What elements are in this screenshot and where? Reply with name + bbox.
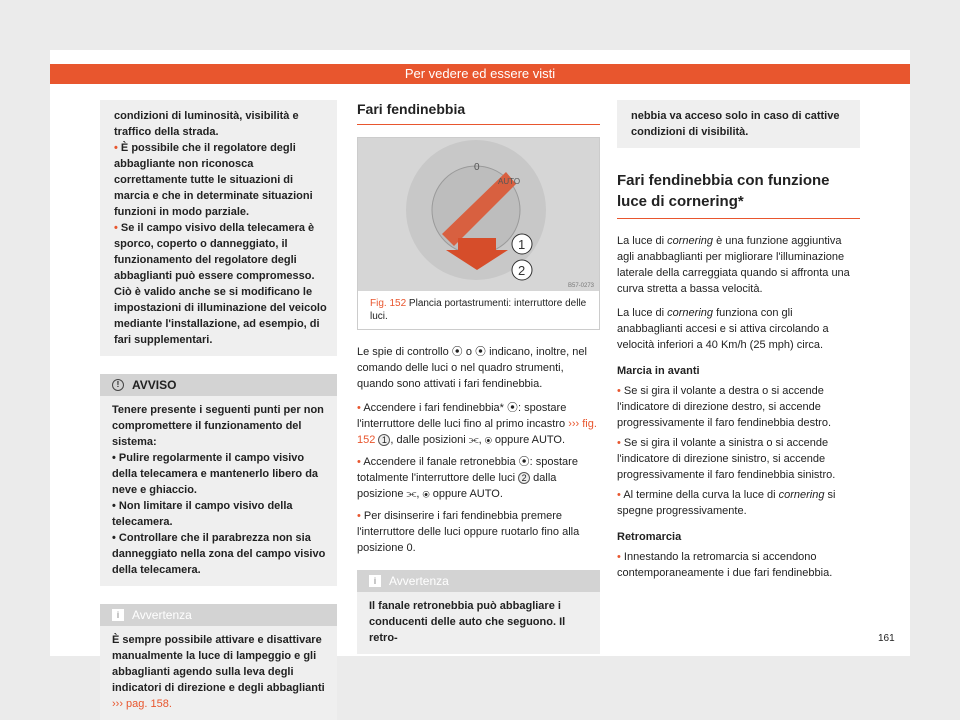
section-heading: Fari fendinebbia con funzione luce di cornering*: [617, 170, 860, 219]
intro-bullet: [114, 220, 327, 348]
bullet-item: [617, 549, 860, 581]
bullet-icon: •: [617, 385, 621, 397]
note-header: [357, 570, 600, 592]
note-title: Avvertenza: [389, 574, 449, 588]
bullet-icon: •: [114, 222, 118, 234]
bullet-text: Se si gira il volante a destra o si accende l'indicatore di direzione destro, si accende progressivamente il faro fendinebbia destro.: [617, 385, 832, 429]
bullet-item: [357, 508, 600, 556]
bullet-text: dalla posizione ⫘, ⦿ oppure AUTO.: [357, 472, 557, 500]
figure-caption: [358, 291, 599, 329]
caption-label: Fig. 152: [370, 298, 407, 309]
bullet-text: Innestando la retromarcia si accendono contemporaneamente i due fari fendinebbia.: [617, 551, 833, 579]
paragraph: Le spie di controllo ⦿ o ⦿ indicano, inoltre, nel comando delle luci o nel quadro strumenti, quando sono attivati i fari fendinebbia.: [357, 346, 587, 390]
bullet-text: Accendere il fanale retronebbia ⦿: spostare totalmente l'interruttore delle luci: [357, 456, 578, 484]
warning-item: • Controllare che il parabrezza non sia danneggiato nella zona del campo visivo della telecamera.: [112, 532, 326, 576]
callout-ref-2: 2: [518, 472, 530, 484]
paragraph: [617, 305, 860, 353]
warning-item: • Non limitare il campo visivo della telecamera.: [112, 500, 293, 528]
paragraph-text: è una funzione aggiuntiva agli anabbaglianti per migliorare l'illuminazione laterale della carreggiata quando si affronta una curva stretta a bassa velocità.: [617, 235, 850, 295]
paragraph-text: La luce di: [617, 307, 668, 319]
page-number: 161: [878, 633, 895, 644]
bullet-text: si spegne progressivamente.: [617, 489, 836, 517]
paragraph-emphasis: cornering: [667, 235, 714, 247]
switch-position-0: 0: [474, 162, 480, 173]
paragraph-emphasis: cornering: [667, 307, 714, 319]
note-box: [100, 604, 337, 720]
warning-header: [100, 374, 337, 396]
subheading: Marcia in avanti: [617, 365, 700, 377]
bullet-text: Al termine della curva la luce di: [623, 489, 779, 501]
subheading: Retromarcia: [617, 531, 682, 543]
info-icon: i: [369, 575, 381, 587]
note-title: Avvertenza: [132, 608, 192, 622]
bullet-icon: •: [617, 489, 621, 501]
bullet-text: , dalle posizioni ⫘, ⦿ oppure AUTO.: [390, 434, 566, 446]
intro-bullet: [114, 140, 327, 220]
bullet-icon: •: [357, 456, 361, 468]
section-banner: Per vedere ed essere visti: [50, 64, 910, 84]
note-text: È sempre possibile attivare e disattivare manualmente la luce di lampeggio e gli abbaglianti agendo sulla leva degli indicatori di direzione e degli abbaglianti: [112, 634, 325, 694]
bullet-icon: •: [617, 551, 621, 563]
bullet-icon: •: [357, 510, 361, 522]
warning-icon: !: [112, 379, 124, 391]
figure-152: [357, 137, 600, 330]
figure-reference-link[interactable]: ››› fig. 152: [357, 418, 597, 446]
column-left: [100, 100, 337, 720]
bullet-icon: •: [357, 402, 361, 414]
bullet-text: Per disinserire i fari fendinebbia premere l'interruttore delle luci oppure ruotarlo fino alla posizione 0.: [357, 510, 580, 554]
callout-1-label: 1: [518, 237, 526, 252]
figure-code: B57-0273: [568, 283, 595, 289]
paragraph: [617, 233, 860, 297]
intro-bullet-text: Se il campo visivo della telecamera è sporco, coperto o danneggiato, il funzionamento del regolatore degli abbaglianti può essere compromesso. Ciò è valido anche se si modificano le impostazioni di illuminazione del veicolo mediante l'installazione, ad esempio, di fari supplementari.: [114, 222, 327, 346]
continued-note-box: nebbia va acceso solo in caso di cattive condizioni di visibilità.: [617, 100, 860, 148]
callout-2-label: 2: [518, 263, 526, 278]
intro-line: condizioni di luminosità, visibilità e traffico della strada.: [114, 110, 299, 138]
light-switch-image: [358, 138, 599, 291]
bullet-text: Accendere i fari fendinebbia* ⦿: spostare l'interruttore delle luci fino al primo incastro: [357, 402, 567, 430]
note-box: [357, 570, 600, 654]
page-reference-link[interactable]: ››› pag. 158.: [112, 698, 172, 710]
bullet-emphasis: cornering: [778, 489, 825, 501]
note-body: [100, 626, 337, 720]
intro-box: [100, 100, 337, 356]
bullet-item: [617, 435, 860, 483]
note-header: [100, 604, 337, 626]
bullet-text: Se si gira il volante a sinistra o si accende l'indicatore di direzione sinistro, si accende progressivamente il faro fendinebbia sinistro.: [617, 437, 836, 481]
column-right: [617, 100, 860, 581]
column-middle: [357, 100, 600, 654]
warning-body: [100, 396, 337, 586]
section-heading: Fari fendinebbia: [357, 100, 600, 125]
note-body: Il fanale retronebbia può abbagliare i conducenti delle auto che seguono. Il retro-: [357, 592, 600, 654]
warning-box: [100, 374, 337, 586]
warning-title: AVVISO: [132, 378, 177, 392]
warning-intro: Tenere presente i seguenti punti per non compromettere il funzionamento del sistema:: [112, 404, 324, 448]
bullet-icon: •: [114, 142, 118, 154]
bullet-icon: •: [617, 437, 621, 449]
paragraph-text: funziona con gli anabbaglianti accesi e si attiva circolando a velocità inferiori a 40 Km/h (25 mph) circa.: [617, 307, 829, 351]
info-icon: i: [112, 609, 124, 621]
light-switch-illustration: [358, 138, 599, 291]
bullet-item: [357, 454, 600, 502]
bullet-item: [617, 383, 860, 431]
paragraph-text: La luce di: [617, 235, 668, 247]
caption-text: Plancia portastrumenti: interruttore delle luci.: [370, 298, 587, 322]
warning-item: • Pulire regolarmente il campo visivo della telecamera e mantenerlo libero da neve e ghiaccio.: [112, 452, 319, 496]
bullet-item: [357, 400, 600, 448]
bullet-item: [617, 487, 860, 519]
switch-position-auto: AUTO: [498, 177, 521, 186]
intro-bullet-text: È possibile che il regolatore degli abbagliante non riconosca correttamente tutte le situazioni di marcia e che in determinate situazioni funzioni in modo parziale.: [114, 142, 313, 218]
callout-ref-1: 1: [378, 434, 390, 446]
